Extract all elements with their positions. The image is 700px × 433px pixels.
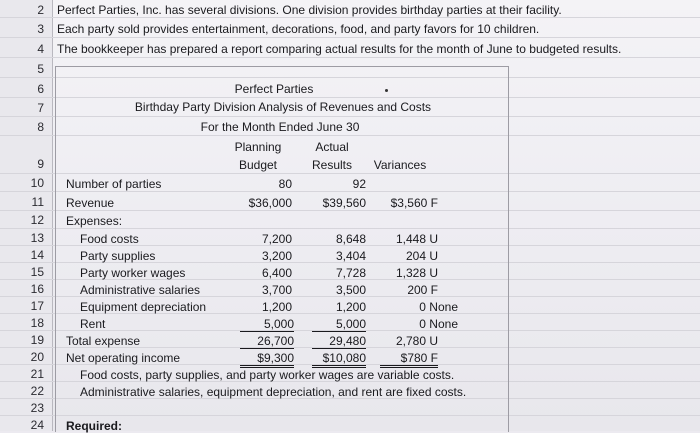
row-number: 12 — [30, 213, 44, 227]
row-number: 7 — [37, 101, 44, 115]
variance-value: 0 None — [419, 317, 458, 331]
budget-value: 5,000 — [240, 317, 294, 332]
row-number: 17 — [30, 299, 44, 313]
row-label: Party supplies — [80, 249, 156, 263]
header-budget: Budget — [238, 158, 278, 172]
intro-line: Perfect Parties, Inc. has several divisions. One division provides birthday parties at their facility. — [57, 3, 562, 17]
row-number: 16 — [30, 282, 44, 296]
row-number: 3 — [37, 22, 44, 36]
actual-value: 3,404 — [335, 249, 366, 263]
row-label: Total expense — [66, 334, 141, 348]
actual-value: 8,648 — [335, 232, 366, 246]
budget-value: 6,400 — [261, 266, 292, 280]
row-number: 13 — [30, 231, 44, 245]
actual-value: 5,000 — [312, 317, 366, 332]
report-period: For the Month Ended June 30 — [200, 120, 360, 134]
actual-value: 1,200 — [335, 300, 366, 314]
required-heading: Required: — [66, 419, 123, 433]
row-number: 14 — [30, 248, 44, 262]
variance-value: 0 None — [419, 300, 458, 314]
row-number: 19 — [30, 333, 44, 347]
variance-value: 204 U — [405, 249, 438, 263]
budget-value: $36,000 — [248, 196, 292, 210]
row-number: 8 — [37, 120, 44, 134]
row-label: Equipment depreciation — [80, 300, 207, 314]
gutter-divider — [52, 0, 53, 431]
row-number: 21 — [30, 367, 44, 381]
actual-value: $39,560 — [322, 196, 366, 210]
row-label: Expenses: — [66, 214, 123, 228]
report-company: Perfect Parties — [234, 82, 314, 96]
note-variable-costs: Food costs, party supplies, and party worker wages are variable costs. — [80, 368, 455, 382]
row-number: 5 — [37, 62, 44, 76]
row-label: Rent — [80, 317, 106, 331]
row-label: Administrative salaries — [80, 283, 201, 297]
actual-value: 29,480 — [312, 334, 366, 349]
row-number: 11 — [31, 195, 44, 209]
row-number: 4 — [37, 42, 44, 56]
variance-value: 1,328 U — [395, 266, 438, 280]
row-number: 9 — [37, 157, 44, 171]
row-label: Number of parties — [66, 177, 162, 191]
intro-line: The bookkeeper has prepared a report comparing actual results for the month of June to budgeted results. — [57, 42, 622, 56]
budget-value: 80 — [278, 177, 292, 191]
row-number: 20 — [30, 350, 44, 364]
stray-dot — [385, 89, 388, 92]
row-label: Net operating income — [66, 351, 181, 365]
budget-value: 3,700 — [261, 283, 292, 297]
variance-value: 200 F — [407, 283, 438, 297]
actual-value: $10,080 — [312, 351, 366, 368]
header-actual: Actual — [315, 140, 349, 154]
row-number: 6 — [37, 82, 44, 96]
budget-value: $9,300 — [240, 351, 294, 368]
actual-value: 92 — [352, 177, 366, 191]
variance-value: 2,780 U — [395, 334, 438, 348]
intro-line: Each party sold provides entertainment, decorations, food, and party favors for 10 children. — [57, 22, 540, 36]
row-number: 24 — [30, 418, 44, 432]
note-fixed-costs: Administrative salaries, equipment depreciation, and rent are fixed costs. — [80, 385, 467, 399]
report-title: Birthday Party Division Analysis of Revenues and Costs — [134, 100, 432, 114]
header-results: Results — [311, 158, 352, 172]
row-number: 22 — [30, 384, 44, 398]
row-number: 10 — [30, 176, 44, 190]
variance-value: 1,448 U — [395, 232, 438, 246]
row-number: 2 — [37, 3, 44, 17]
actual-value: 3,500 — [335, 283, 366, 297]
row-label: Party worker wages — [80, 266, 186, 280]
budget-value: 26,700 — [240, 334, 294, 349]
header-planning: Planning — [234, 140, 282, 154]
budget-value: 7,200 — [261, 232, 292, 246]
variance-value: $3,560 F — [390, 196, 438, 210]
header-variances: Variances — [373, 158, 427, 172]
budget-value: 3,200 — [261, 249, 292, 263]
actual-value: 7,728 — [335, 266, 366, 280]
budget-value: 1,200 — [261, 300, 292, 314]
row-label: Revenue — [66, 196, 115, 210]
row-number: 15 — [30, 265, 44, 279]
row-number: 23 — [30, 401, 44, 415]
row-number: 18 — [30, 316, 44, 330]
row-label: Food costs — [80, 232, 139, 246]
variance-value: $780 F — [380, 351, 438, 368]
